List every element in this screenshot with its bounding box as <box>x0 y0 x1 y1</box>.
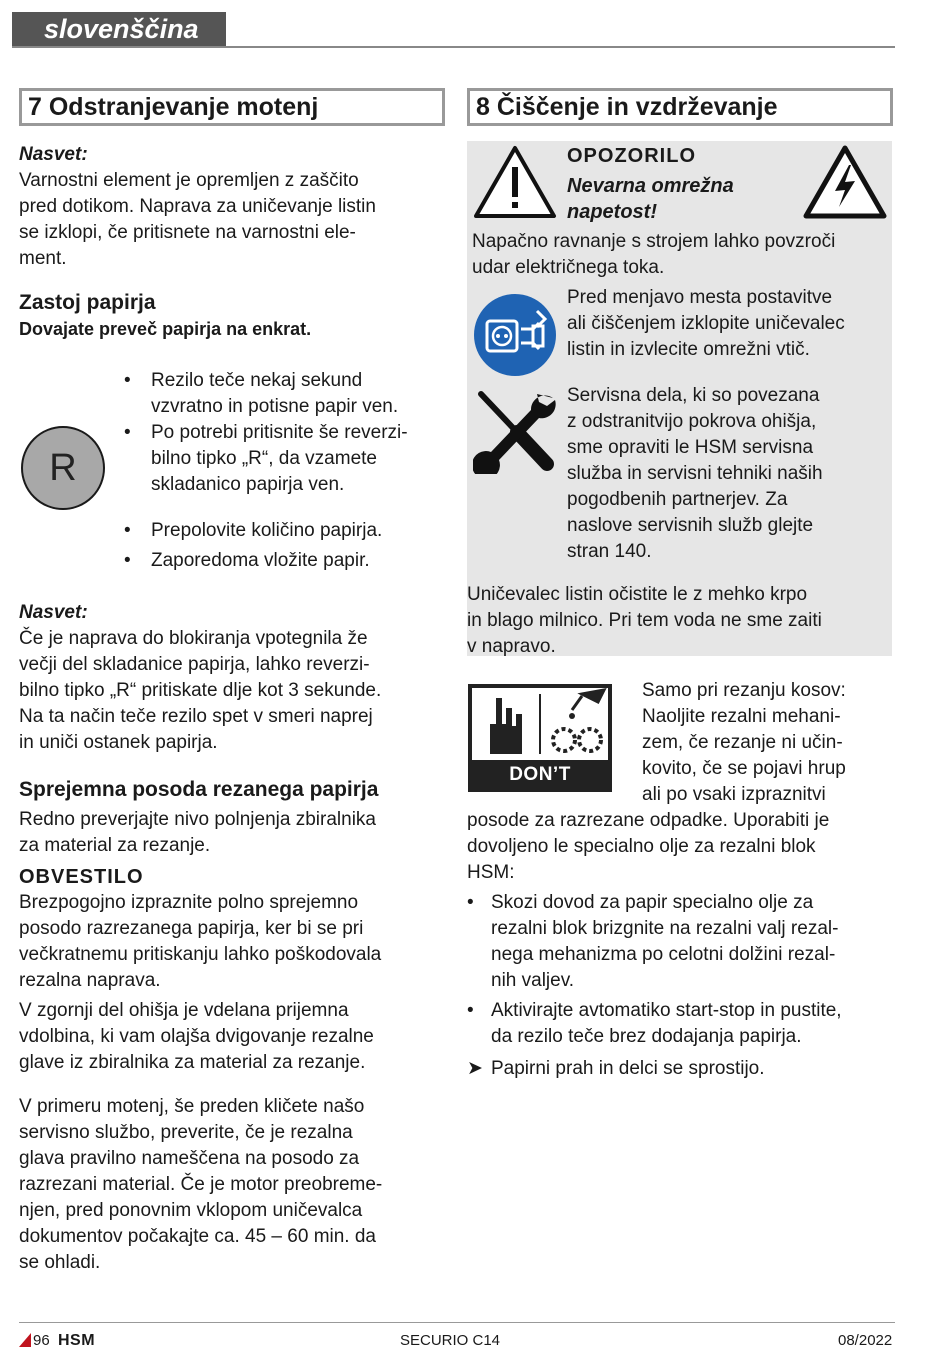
cleaning-text: Uničevalec listin očistite le z mehko krpo in blago milnico. Pri tem voda ne sme zaiti v napravo. <box>467 584 822 657</box>
jam-bullets-2 <box>124 518 451 574</box>
header-rule <box>12 46 895 48</box>
oil-text-short: Samo pri rezanju kosov: Naoljite rezalni mehani- zem, če rezanje ni učin- kovito, če se pojavi hrup ali po vsaki izpraznitvi <box>642 680 846 805</box>
language-tab: slovenščina <box>12 12 226 46</box>
page-number: 96 <box>33 1332 50 1349</box>
servicing-text: Servisna dela, ki so povezana z odstranitvijo pokrova ohišja, sme opraviti le HSM servisna služba in servisni tehniki naših pogodbenih partnerjev. Za naslove servisnih služb glejte stran 140. <box>567 385 823 562</box>
shock-text: Napačno ravnanje s strojem lahko povzroči udar električnega toka. <box>472 231 836 278</box>
list-item: • Prepolovite količino papirja. <box>124 520 383 541</box>
electric-hazard-icon <box>803 145 887 219</box>
right-column <box>467 88 893 1079</box>
list-item: • Skozi dovod za papir specialno olje za rezalni blok brizgnite na rezalni valj rezal- nega mehanizma po celotni dolžini rezal- nih valjev. <box>467 892 839 991</box>
service-text: V primeru motenj, še preden kličete našo servisno službo, preverite, če je rezalna glava pravilno nameščena na posodo za razrezani material. Če je motor preobreme- njen, pred ponovnim vklopom uničevalca dokumentov počakajte ca. 45 – 60 min. da se ohladi. <box>19 1096 383 1273</box>
notice-label: OBVESTILO <box>19 866 144 888</box>
tip1-label: Nasvet: <box>19 144 88 165</box>
bin-title: Sprejemna posoda rezanega papirja <box>19 778 379 801</box>
footer-rule <box>19 1322 895 1323</box>
list-item: • Rezilo teče nekaj sekund vzvratno in potisne papir ven. <box>124 370 399 417</box>
unplug-icon <box>473 293 557 377</box>
model-name: SECURIO C14 <box>400 1332 501 1349</box>
tools-icon <box>473 386 559 474</box>
tip2-text: Če je naprava do blokiranja vpotegnila že večji del skladanice papirja, lahko reverzi- bilno tipko „R“ pritiskate dlje kot 3 sekunde. Na ta način teče rezilo spet v smeri naprej in uniči ostanek papirja. <box>19 628 382 753</box>
list-item: • Po potrebi pritisnite še reverzi- bilno tipko „R“, da vzamete skladanico papirja ven. <box>124 422 408 495</box>
paper-jam-title: Zastoj papirja <box>19 291 156 314</box>
left-column <box>19 88 445 1273</box>
doc-date: 08/2022 <box>838 1332 893 1349</box>
warning-box <box>467 141 892 656</box>
result-line: ➤ Papirni prah in delci se sprostijo. <box>467 1056 765 1082</box>
oil-text-full: posode za razrezane odpadke. Uporabiti je dovoljeno le specialno olje za rezalni blok HSM: <box>467 810 830 883</box>
recess-text: V zgornji del ohišja je vdelana prijemna vdolbina, ki vam olajša dvigovanje rezalne glave iz zbiralnika za material za rezanje. <box>19 1000 374 1073</box>
tip1-text: Varnostni element je opremljen z zaščito pred dotikom. Naprava za uničevanje listin se izklopi, če pritisnete na varnostni ele- ment. <box>19 170 376 269</box>
reverse-button-icon: R <box>21 426 105 510</box>
danger-text: Nevarna omrežna napetost! <box>567 175 734 223</box>
bin-text: Redno preverjajte nivo polnjenja zbiralnika za material za rezanje. <box>19 809 376 856</box>
brand-logo: HSM <box>58 1332 96 1349</box>
section-8-title: 8 Čiščenje in vzdrževanje <box>467 88 893 126</box>
list-item: • Aktivirajte avtomatiko start-stop in pustite, da rezilo teče brez dodajanja papirja. <box>467 1000 842 1047</box>
paper-jam-subtitle: Dovajate preveč papirja na enkrat. <box>19 319 312 339</box>
unplug-text: Pred menjavo mesta postavitve ali čiščenjem izklopite uničevalec listin in izvlecite omrežni vtič. <box>567 287 845 360</box>
section-7-title: 7 Odstranjevanje motenj <box>19 88 445 126</box>
page-corner-icon <box>19 1333 31 1347</box>
notice-text: Brezpogojno izpraznite polno sprejemno posodo razrezanega papirja, ker bi se pri večkratnemu pritiskanju lahko poškodovala rezalna naprava. <box>19 892 382 991</box>
oil-bullets <box>467 890 895 1054</box>
tip2-label: Nasvet: <box>19 602 88 623</box>
dont-forget-oil-icon: DON’T FORGET <box>468 684 612 792</box>
jam-bullets-1 <box>124 368 451 498</box>
result-arrow-icon: ➤ <box>467 1058 483 1079</box>
warning-triangle-icon <box>473 145 557 219</box>
warning-label: OPOZORILO <box>567 145 696 167</box>
list-item: • Zaporedoma vložite papir. <box>124 550 370 571</box>
